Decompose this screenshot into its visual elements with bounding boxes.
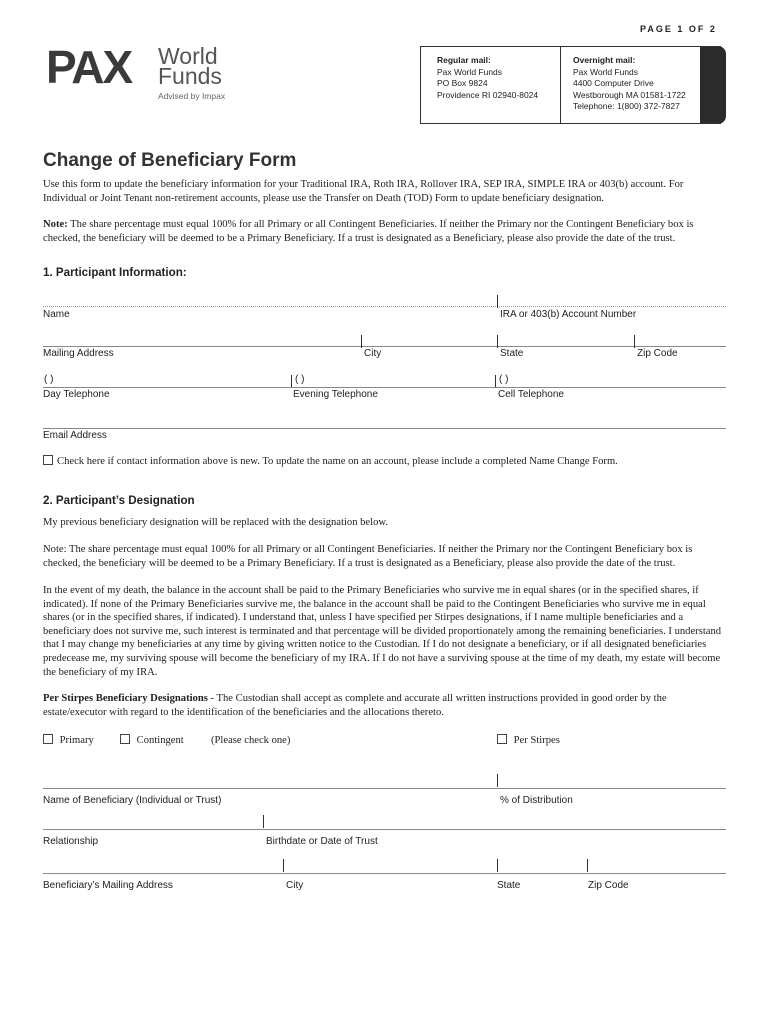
form-title: Change of Beneficiary Form	[43, 150, 297, 171]
beneficiary-city-label: City	[286, 880, 304, 891]
overnight-phone: Telephone: 1(800) 372-7827	[573, 101, 680, 111]
name-label: Name	[43, 309, 70, 320]
please-check-one: (Please check one)	[211, 735, 291, 746]
field-separator	[497, 859, 498, 872]
beneficiary-address-label: Beneficiary’s Mailing Address	[43, 880, 173, 891]
address-box	[420, 46, 721, 124]
contact-new-checkbox[interactable]	[43, 455, 53, 465]
section1-heading: 1. Participant Information:	[43, 266, 187, 279]
contingent-option[interactable]	[120, 734, 184, 748]
mailing-address-label: Mailing Address	[43, 348, 114, 359]
cell-phone-paren: ( )	[499, 374, 509, 385]
field-separator	[587, 859, 588, 872]
zip-label: Zip Code	[637, 348, 678, 359]
day-phone-paren: ( )	[44, 374, 54, 385]
primary-checkbox[interactable]	[43, 734, 53, 744]
regular-line1: Pax World Funds	[437, 66, 503, 77]
birthdate-label: Birthdate or Date of Trust	[266, 836, 378, 847]
address-divider	[560, 46, 561, 124]
relationship-label: Relationship	[43, 836, 99, 847]
note-1-text: The share percentage must equal 100% for all Primary or all Contingent Beneficiaries. If neither the Primary nor the Contingent Beneficiary box is checked, the beneficiary will be deemed to be a Primary Beneficiary. If a trust is designated as a Beneficiary, please also provide the date of the trust.	[43, 219, 694, 244]
field-separator	[497, 774, 498, 787]
pax-world-funds-logo	[46, 41, 246, 104]
regular-line2: PO Box 9824	[437, 78, 488, 88]
beneficiary-name-line[interactable]	[43, 788, 726, 789]
state-label: State	[500, 348, 524, 359]
per-stirpes-label: Per Stirpes Beneficiary Designations	[43, 693, 208, 704]
overnight-mail-heading: Overnight mail:	[573, 55, 636, 65]
field-separator	[497, 335, 498, 348]
field-separator	[283, 859, 284, 872]
regular-line3: Providence RI 02940-8024	[437, 89, 539, 100]
city-label: City	[364, 348, 382, 359]
logo-world: World	[158, 43, 218, 69]
section2-heading: 2. Participant’s Designation	[43, 494, 195, 507]
field-separator	[263, 815, 264, 828]
overnight-line1: Pax World Funds	[573, 66, 639, 77]
phone-line[interactable]	[43, 387, 726, 388]
per-stirpes-text	[43, 692, 727, 719]
per-stirpes-option-label: Per Stirpes	[513, 735, 560, 746]
beneficiary-address-line[interactable]	[43, 873, 726, 874]
per-stirpes-option[interactable]	[497, 734, 560, 748]
beneficiary-zip-label: Zip Code	[588, 880, 629, 891]
overnight-line3: Westborough MA 01581-1722	[573, 89, 686, 100]
note-1	[43, 218, 727, 245]
contingent-label: Contingent	[136, 735, 184, 746]
distribution-label: % of Distribution	[500, 795, 573, 806]
day-phone-label: Day Telephone	[43, 389, 110, 400]
per-stirpes-description: - The Custodian shall accept as complete and accurate all written instructions provided in good order by the estate/executor with regard to the identification of the beneficiaries and the allocations thereto.	[43, 693, 667, 718]
evening-phone-paren: ( )	[295, 374, 305, 385]
page-number: PAGE 1 OF 2	[640, 24, 717, 34]
email-label: Email Address	[43, 430, 107, 441]
name-line[interactable]	[43, 306, 726, 307]
account-number-label: IRA or 403(b) Account Number	[500, 309, 637, 320]
overnight-line2: 4400 Computer Drive	[573, 78, 654, 88]
death-text: In the event of my death, the balance in the account shall be paid to the Primary Beneficiaries who survive me in equal shares (or in the specified shares, if indicated). If none of the Primary Beneficiaries survive me, the balance in the account shall be paid to the Contingent Beneficiaries who survive me in equal shares (or in the specified shares, if indicated). I understand that, unless I have specified per Stirpes designations, if I name multiple beneficiaries and a beneficiary does not survive me, such interest is terminated and that percentage will be divided proportionately among the remaining beneficiaries. I understand that I may change my beneficiaries at any time by giving written notice to the Custodian. If I do not designate a beneficiary, or if all designated beneficiaries predecease me, my surviving spouse will become the beneficiary of my IRA. If I do not have a surviving spouse at the time of my death, my estate will become the beneficiary of my IRA.	[43, 585, 722, 678]
primary-label: Primary	[59, 735, 94, 746]
contact-new-text: Check here if contact information above is new. To update the name on an account, please include a completed Name Change Form.	[57, 456, 618, 467]
note-2: Note: The share percentage must equal 100% for all Primary or all Contingent Beneficiaries. If neither the Primary nor the Contingent Beneficiary box is checked, the beneficiary will be deemed to be a Primary Beneficiary. If a trust is designated as a Beneficiary, please also provide the date of the trust.	[43, 544, 693, 569]
field-separator	[634, 335, 635, 348]
relationship-line[interactable]	[43, 829, 726, 830]
email-line[interactable]	[43, 428, 726, 429]
replace-text: My previous beneficiary designation will be replaced with the designation below.	[43, 517, 388, 528]
logo-funds: Funds	[158, 63, 222, 89]
evening-phone-label: Evening Telephone	[293, 389, 378, 400]
overnight-mail-address	[573, 55, 686, 113]
primary-option[interactable]	[43, 734, 94, 748]
field-separator	[361, 335, 362, 348]
beneficiary-name-label: Name of Beneficiary (Individual or Trust)	[43, 795, 222, 806]
beneficiary-state-label: State	[497, 880, 521, 891]
field-separator	[497, 295, 498, 308]
note-1-label: Note:	[43, 219, 68, 230]
per-stirpes-checkbox[interactable]	[497, 734, 507, 744]
regular-mail-address	[437, 55, 538, 101]
cell-phone-label: Cell Telephone	[498, 389, 564, 400]
contact-new-check-row[interactable]	[43, 455, 727, 469]
contingent-checkbox[interactable]	[120, 734, 130, 744]
logo-advised: Advised by Impax	[158, 91, 226, 101]
logo-pax: PAX	[46, 41, 132, 93]
intro-text: Use this form to update the beneficiary information for your Traditional IRA, Roth IRA, Rollover IRA, SEP IRA, SIMPLE IRA or 403(b) account. For Individual or Joint Tenant non-retirement accounts, please use the Transfer on Death (TOD) Form to update beneficiary designation.	[43, 179, 684, 204]
mailing-address-line[interactable]	[43, 346, 726, 347]
regular-mail-heading: Regular mail:	[437, 55, 491, 65]
